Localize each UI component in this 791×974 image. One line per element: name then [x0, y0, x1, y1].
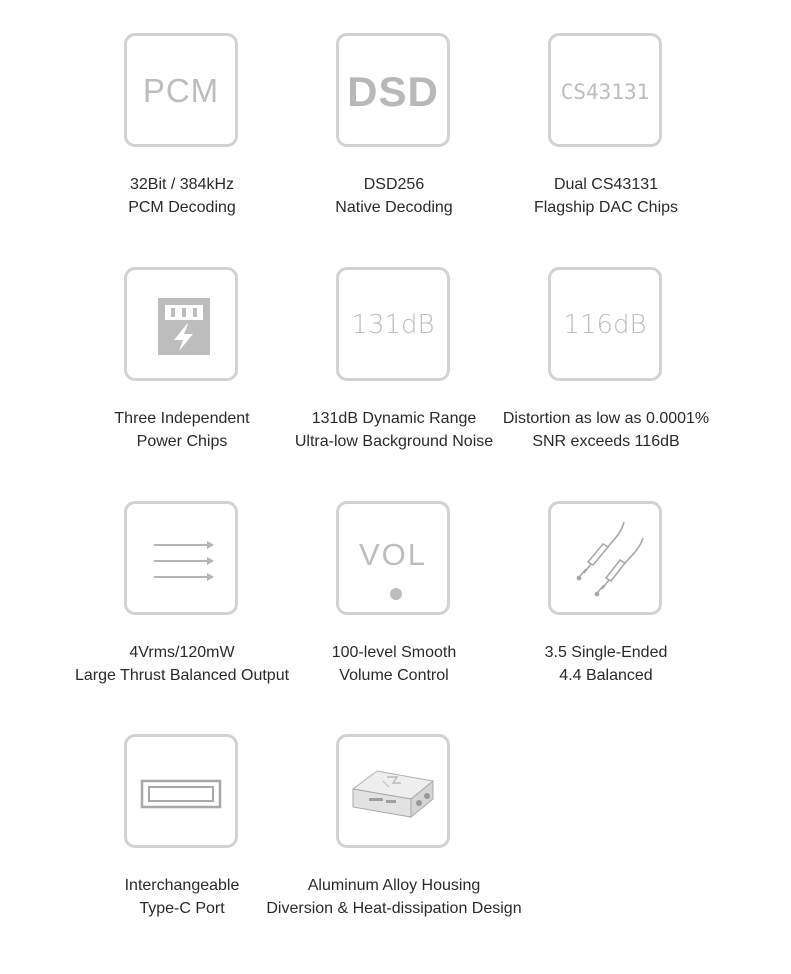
dsd-icon — [336, 33, 450, 147]
caption-line-1: Three Independent — [114, 410, 250, 427]
caption-line-2: Diversion & Heat-dissipation Design — [266, 900, 522, 917]
usb-c-port-glyph — [127, 737, 235, 845]
caption-line-2: Power Chips — [136, 433, 228, 450]
caption-line-1: Aluminum Alloy Housing — [307, 877, 481, 894]
pcm-icon — [124, 33, 238, 147]
output-arrows-icon — [124, 501, 238, 615]
caption-line-1: 131dB Dynamic Range — [311, 410, 477, 427]
caption-line-2: Type-C Port — [139, 900, 225, 917]
caption-line-1: Dual CS43131 — [553, 176, 659, 193]
audio-jack-icon — [548, 501, 662, 615]
volume-icon-text: VOL — [358, 537, 428, 572]
snr-icon — [548, 267, 662, 381]
feature-snr-caption — [446, 407, 766, 453]
volume-dot-glyph — [339, 504, 447, 612]
aluminum-housing-icon — [336, 734, 450, 848]
caption-line-2: PCM Decoding — [128, 199, 236, 216]
caption-line-1: 4Vrms/120mW — [129, 644, 235, 661]
power-chip-icon — [124, 267, 238, 381]
dac-chip-icon — [548, 33, 662, 147]
caption-line-2: Flagship DAC Chips — [533, 199, 679, 216]
caption-line-1: 3.5 Single-Ended — [544, 644, 668, 661]
audio-jack-glyph — [551, 504, 659, 612]
aluminum-housing-glyph — [339, 737, 447, 845]
volume-icon — [336, 501, 450, 615]
caption-line-1: Distortion as low as 0.0001% — [502, 410, 710, 427]
caption-line-2: 4.4 Balanced — [559, 667, 653, 684]
power-chip-glyph — [127, 270, 235, 378]
dac-chip-icon-text: CS43131 — [560, 80, 650, 104]
dynamic-range-icon-text: 131dB — [351, 310, 435, 340]
caption-line-1: Interchangeable — [124, 877, 240, 894]
feature-housing-caption — [234, 874, 554, 920]
caption-line-2: Ultra-low Background Noise — [294, 433, 494, 450]
output-arrows-glyph — [127, 504, 235, 612]
caption-line-1: 32Bit / 384kHz — [129, 176, 235, 193]
snr-icon-text: 116dB — [563, 310, 647, 340]
caption-line-2: Large Thrust Balanced Output — [74, 667, 290, 684]
pcm-icon-text: PCM — [142, 72, 220, 109]
feature-jack-caption — [446, 641, 766, 687]
dynamic-range-icon — [336, 267, 450, 381]
dsd-icon-text: DSD — [347, 68, 439, 115]
caption-line-2: Native Decoding — [335, 199, 453, 216]
caption-line-1: 100-level Smooth — [331, 644, 457, 661]
usb-c-port-icon — [124, 734, 238, 848]
feature-dac-caption — [446, 173, 766, 219]
caption-line-2: Volume Control — [339, 667, 449, 684]
caption-line-1: DSD256 — [363, 176, 425, 193]
caption-line-2: SNR exceeds 116dB — [532, 433, 680, 450]
